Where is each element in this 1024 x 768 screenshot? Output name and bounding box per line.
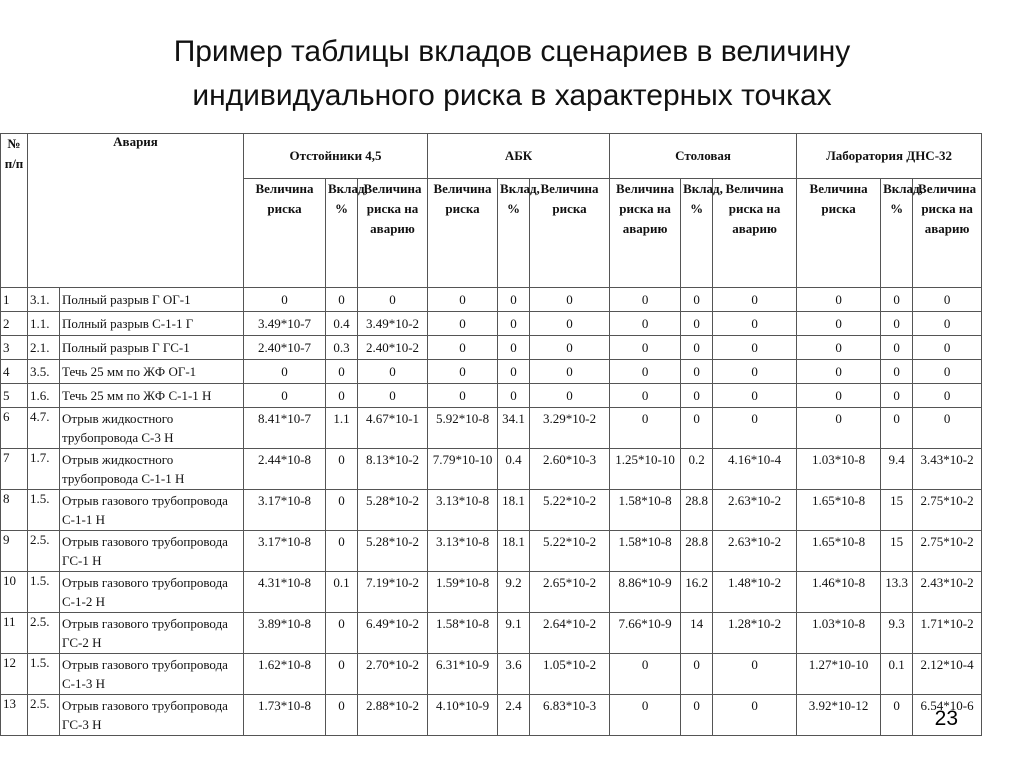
- value-cell: 7.79*10-10: [428, 449, 498, 490]
- value-cell: 18.1: [498, 490, 530, 531]
- value-cell: 0.2: [681, 449, 713, 490]
- subheader-cell: Величина риска: [797, 179, 881, 288]
- value-cell: 2.60*10-3: [530, 449, 610, 490]
- table-row: [1, 449, 982, 490]
- value-cell: 0: [913, 408, 982, 449]
- table-row: [1, 288, 982, 312]
- value-cell: 0: [713, 288, 797, 312]
- value-cell: 2.88*10-2: [358, 695, 428, 736]
- value-cell: 0: [358, 360, 428, 384]
- scenario-code-cell: 1.6.: [28, 384, 60, 408]
- row-number-cell: 12: [1, 654, 28, 695]
- value-cell: 0: [530, 312, 610, 336]
- value-cell: 0: [681, 312, 713, 336]
- header-group-settlers: Отстойники 4,5: [244, 134, 428, 179]
- accident-cell: Полный разрыв Г ГС-1: [60, 336, 244, 360]
- value-cell: 0: [797, 360, 881, 384]
- accident-cell: Отрыв газового трубопровода С-1-3 Н: [60, 654, 244, 695]
- scenario-code-cell: 3.1.: [28, 288, 60, 312]
- value-cell: 0: [713, 695, 797, 736]
- value-cell: 0: [797, 384, 881, 408]
- value-cell: 3.13*10-8: [428, 531, 498, 572]
- value-cell: 2.63*10-2: [713, 531, 797, 572]
- value-cell: 0: [326, 288, 358, 312]
- accident-cell: Полный разрыв Г ОГ-1: [60, 288, 244, 312]
- value-cell: 28.8: [681, 531, 713, 572]
- value-cell: 4.16*10-4: [713, 449, 797, 490]
- value-cell: 9.2: [498, 572, 530, 613]
- value-cell: 0: [610, 695, 681, 736]
- table-row: [1, 336, 982, 360]
- subheader-cell: Величина риска на аварию: [713, 179, 797, 288]
- header-accident: Авария: [28, 134, 244, 288]
- value-cell: 1.71*10-2: [913, 613, 982, 654]
- value-cell: 0: [326, 531, 358, 572]
- value-cell: 0: [881, 336, 913, 360]
- value-cell: 9.1: [498, 613, 530, 654]
- value-cell: 34.1: [498, 408, 530, 449]
- value-cell: 0: [913, 288, 982, 312]
- value-cell: 4.10*10-9: [428, 695, 498, 736]
- value-cell: 0: [610, 360, 681, 384]
- accident-cell: Отрыв газового трубопровода С-1-1 Н: [60, 490, 244, 531]
- accident-cell: Отрыв жидкостного трубопровода С-1-1 Н: [60, 449, 244, 490]
- value-cell: 0: [913, 384, 982, 408]
- value-cell: 0: [610, 288, 681, 312]
- row-number-cell: 8: [1, 490, 28, 531]
- value-cell: 0: [681, 408, 713, 449]
- value-cell: 4.31*10-8: [244, 572, 326, 613]
- value-cell: 1.65*10-8: [797, 490, 881, 531]
- value-cell: 0: [610, 384, 681, 408]
- value-cell: 1.73*10-8: [244, 695, 326, 736]
- header-number: № п/п: [1, 134, 28, 288]
- value-cell: 0: [913, 312, 982, 336]
- value-cell: 0: [713, 654, 797, 695]
- value-cell: 1.58*10-8: [610, 531, 681, 572]
- table-header-row: [1, 134, 982, 179]
- value-cell: 0: [681, 336, 713, 360]
- value-cell: 3.43*10-2: [913, 449, 982, 490]
- accident-cell: Отрыв газового трубопровода ГС-3 Н: [60, 695, 244, 736]
- value-cell: 0.3: [326, 336, 358, 360]
- value-cell: 2.64*10-2: [530, 613, 610, 654]
- value-cell: 0: [498, 336, 530, 360]
- value-cell: 6.54*10-6: [913, 695, 982, 736]
- value-cell: 0: [498, 384, 530, 408]
- value-cell: 0: [326, 654, 358, 695]
- value-cell: 1.27*10-10: [797, 654, 881, 695]
- value-cell: 0: [358, 288, 428, 312]
- value-cell: 1.1: [326, 408, 358, 449]
- accident-cell: Отрыв газового трубопровода ГС-1 Н: [60, 531, 244, 572]
- header-group-abk: АБК: [428, 134, 610, 179]
- value-cell: 1.03*10-8: [797, 613, 881, 654]
- accident-cell: Отрыв газового трубопровода ГС-2 Н: [60, 613, 244, 654]
- slide-title: [0, 30, 1024, 118]
- value-cell: 0: [610, 654, 681, 695]
- value-cell: 0.1: [881, 654, 913, 695]
- value-cell: 0: [244, 384, 326, 408]
- accident-cell: Течь 25 мм по ЖФ ОГ-1: [60, 360, 244, 384]
- value-cell: 1.48*10-2: [713, 572, 797, 613]
- value-cell: 0: [326, 449, 358, 490]
- value-cell: 1.65*10-8: [797, 531, 881, 572]
- value-cell: 0: [530, 384, 610, 408]
- scenario-code-cell: 4.7.: [28, 408, 60, 449]
- value-cell: 2.40*10-2: [358, 336, 428, 360]
- value-cell: 3.13*10-8: [428, 490, 498, 531]
- value-cell: 0: [530, 288, 610, 312]
- table-row: [1, 384, 982, 408]
- value-cell: 1.62*10-8: [244, 654, 326, 695]
- scenario-code-cell: 1.1.: [28, 312, 60, 336]
- row-number-cell: 1: [1, 288, 28, 312]
- value-cell: 2.12*10-4: [913, 654, 982, 695]
- value-cell: 0: [610, 336, 681, 360]
- value-cell: 0: [797, 336, 881, 360]
- value-cell: 0: [244, 288, 326, 312]
- value-cell: 0: [713, 312, 797, 336]
- value-cell: 0.1: [326, 572, 358, 613]
- accident-cell: Отрыв газового трубопровода С-1-2 Н: [60, 572, 244, 613]
- value-cell: 0: [797, 312, 881, 336]
- value-cell: 0: [498, 312, 530, 336]
- header-group-canteen: Столовая: [610, 134, 797, 179]
- accident-cell: Течь 25 мм по ЖФ С-1-1 Н: [60, 384, 244, 408]
- value-cell: 0: [498, 360, 530, 384]
- value-cell: 2.65*10-2: [530, 572, 610, 613]
- value-cell: 0: [881, 312, 913, 336]
- value-cell: 3.49*10-7: [244, 312, 326, 336]
- row-number-cell: 6: [1, 408, 28, 449]
- value-cell: 5.22*10-2: [530, 531, 610, 572]
- page-number: 23: [934, 707, 958, 730]
- value-cell: 0: [681, 360, 713, 384]
- row-number-cell: 2: [1, 312, 28, 336]
- value-cell: 28.8: [681, 490, 713, 531]
- slide-title-line-1: Пример таблицы вкладов сценариев в величину: [173, 35, 851, 68]
- row-number-cell: 3: [1, 336, 28, 360]
- value-cell: 15: [881, 490, 913, 531]
- value-cell: 0: [681, 288, 713, 312]
- value-cell: 4.67*10-1: [358, 408, 428, 449]
- table-row: [1, 312, 982, 336]
- value-cell: 0: [713, 336, 797, 360]
- value-cell: 0: [358, 384, 428, 408]
- subheader-cell: Величина риска: [530, 179, 610, 288]
- scenario-code-cell: 1.5.: [28, 654, 60, 695]
- value-cell: 3.29*10-2: [530, 408, 610, 449]
- value-cell: 8.13*10-2: [358, 449, 428, 490]
- value-cell: 3.6: [498, 654, 530, 695]
- value-cell: 9.3: [881, 613, 913, 654]
- value-cell: 0: [530, 336, 610, 360]
- value-cell: 6.31*10-9: [428, 654, 498, 695]
- row-number-cell: 10: [1, 572, 28, 613]
- value-cell: 0: [610, 408, 681, 449]
- value-cell: 1.28*10-2: [713, 613, 797, 654]
- value-cell: 1.46*10-8: [797, 572, 881, 613]
- subheader-cell: Величина риска: [428, 179, 498, 288]
- value-cell: 5.92*10-8: [428, 408, 498, 449]
- value-cell: 5.28*10-2: [358, 531, 428, 572]
- value-cell: 2.43*10-2: [913, 572, 982, 613]
- value-cell: 1.25*10-10: [610, 449, 681, 490]
- value-cell: 3.89*10-8: [244, 613, 326, 654]
- value-cell: 0: [610, 312, 681, 336]
- value-cell: 1.58*10-8: [610, 490, 681, 531]
- slide-title-line-2: индивидуального риска в характерных точках: [192, 79, 832, 112]
- row-number-cell: 9: [1, 531, 28, 572]
- value-cell: 0: [797, 288, 881, 312]
- table-row: [1, 408, 982, 449]
- value-cell: 0: [326, 613, 358, 654]
- value-cell: 14: [681, 613, 713, 654]
- value-cell: 0: [428, 336, 498, 360]
- value-cell: 0: [713, 360, 797, 384]
- row-number-cell: 5: [1, 384, 28, 408]
- value-cell: 7.19*10-2: [358, 572, 428, 613]
- scenario-code-cell: 2.5.: [28, 613, 60, 654]
- value-cell: 0: [326, 384, 358, 408]
- value-cell: 0: [326, 360, 358, 384]
- table-row: [1, 695, 982, 736]
- value-cell: 0: [530, 360, 610, 384]
- value-cell: 5.28*10-2: [358, 490, 428, 531]
- value-cell: 9.4: [881, 449, 913, 490]
- value-cell: 0: [913, 360, 982, 384]
- value-cell: 2.40*10-7: [244, 336, 326, 360]
- subheader-cell: Величина риска на аварию: [610, 179, 681, 288]
- value-cell: 5.22*10-2: [530, 490, 610, 531]
- subheader-cell: Величина риска: [244, 179, 326, 288]
- subheader-cell: Величина риска на аварию: [913, 179, 982, 288]
- value-cell: 3.17*10-8: [244, 490, 326, 531]
- value-cell: 2.4: [498, 695, 530, 736]
- value-cell: 0: [713, 384, 797, 408]
- value-cell: 0: [881, 695, 913, 736]
- value-cell: 2.44*10-8: [244, 449, 326, 490]
- row-number-cell: 4: [1, 360, 28, 384]
- scenario-code-cell: 2.1.: [28, 336, 60, 360]
- value-cell: 2.63*10-2: [713, 490, 797, 531]
- value-cell: 1.58*10-8: [428, 613, 498, 654]
- value-cell: 7.66*10-9: [610, 613, 681, 654]
- value-cell: 0: [428, 384, 498, 408]
- value-cell: 0: [713, 408, 797, 449]
- value-cell: 0: [244, 360, 326, 384]
- scenario-code-cell: 2.5.: [28, 531, 60, 572]
- value-cell: 0.4: [498, 449, 530, 490]
- value-cell: 0: [881, 360, 913, 384]
- table-row: [1, 490, 982, 531]
- value-cell: 3.49*10-2: [358, 312, 428, 336]
- table-row: [1, 531, 982, 572]
- table-row: [1, 654, 982, 695]
- value-cell: 0: [326, 490, 358, 531]
- value-cell: 2.75*10-2: [913, 531, 982, 572]
- value-cell: 3.17*10-8: [244, 531, 326, 572]
- value-cell: 0.4: [326, 312, 358, 336]
- value-cell: 1.03*10-8: [797, 449, 881, 490]
- value-cell: 1.59*10-8: [428, 572, 498, 613]
- row-number-cell: 13: [1, 695, 28, 736]
- scenario-code-cell: 1.5.: [28, 572, 60, 613]
- row-number-cell: 7: [1, 449, 28, 490]
- table-row: [1, 360, 982, 384]
- subheader-cell: Вклад, %: [498, 179, 530, 288]
- value-cell: 0: [681, 654, 713, 695]
- table-row: [1, 572, 982, 613]
- value-cell: 0: [881, 288, 913, 312]
- value-cell: 0: [428, 360, 498, 384]
- subheader-cell: Вклад, %: [681, 179, 713, 288]
- value-cell: 16.2: [681, 572, 713, 613]
- header-group-laboratory: Лаборатория ДНС-32: [797, 134, 982, 179]
- table-row: [1, 613, 982, 654]
- value-cell: 0: [913, 336, 982, 360]
- value-cell: 2.70*10-2: [358, 654, 428, 695]
- subheader-cell: Вклад, %: [326, 179, 358, 288]
- subheader-cell: Величина риска на аварию: [358, 179, 428, 288]
- subheader-cell: Вклад, %: [881, 179, 913, 288]
- accident-cell: Полный разрыв С-1-1 Г: [60, 312, 244, 336]
- value-cell: 13.3: [881, 572, 913, 613]
- scenario-code-cell: 1.5.: [28, 490, 60, 531]
- value-cell: 1.05*10-2: [530, 654, 610, 695]
- risk-contribution-table: [0, 133, 982, 736]
- value-cell: 6.49*10-2: [358, 613, 428, 654]
- table-body: [1, 288, 982, 736]
- value-cell: 0: [881, 408, 913, 449]
- scenario-code-cell: 1.7.: [28, 449, 60, 490]
- value-cell: 0: [428, 288, 498, 312]
- value-cell: 2.75*10-2: [913, 490, 982, 531]
- value-cell: 0: [681, 384, 713, 408]
- value-cell: 0: [681, 695, 713, 736]
- scenario-code-cell: 2.5.: [28, 695, 60, 736]
- value-cell: 8.41*10-7: [244, 408, 326, 449]
- value-cell: 0: [498, 288, 530, 312]
- value-cell: 6.83*10-3: [530, 695, 610, 736]
- value-cell: 0: [881, 384, 913, 408]
- row-number-cell: 11: [1, 613, 28, 654]
- value-cell: 3.92*10-12: [797, 695, 881, 736]
- scenario-code-cell: 3.5.: [28, 360, 60, 384]
- value-cell: 18.1: [498, 531, 530, 572]
- value-cell: 0: [797, 408, 881, 449]
- value-cell: 0: [326, 695, 358, 736]
- value-cell: 8.86*10-9: [610, 572, 681, 613]
- value-cell: 0: [428, 312, 498, 336]
- value-cell: 15: [881, 531, 913, 572]
- accident-cell: Отрыв жидкостного трубопровода С-3 Н: [60, 408, 244, 449]
